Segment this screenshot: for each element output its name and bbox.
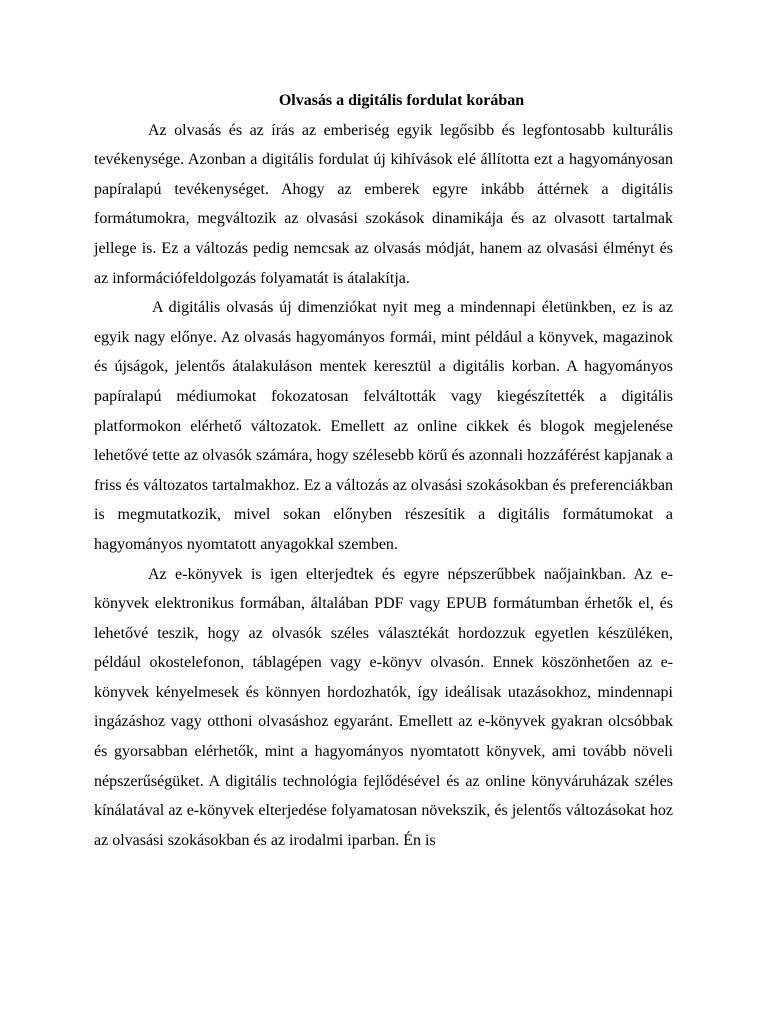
document-body <box>94 86 673 855</box>
paragraph-3: Az e-könyvek is igen elterjedtek és egyre népszerűbbek naőjainkban. Az e-könyvek elektronikus formában, általában PDF vagy EPUB formátumban érhetők el, és lehetővé teszik, hogy az olvasók széles választékát hordozzuk egyetlen készüléken, például okostelefonon, táblagépen vagy e-könyv olvasón. Ennek köszönhetően az e-könyvek kényelmesek és könnyen hordozhatók, így ideálisak utazásokhoz, mindennapi ingázáshoz vagy otthoni olvasáshoz egyaránt. Emellett az e-könyvek gyakran olcsóbbak és gyorsabban elérhetők, mint a hagyományos nyomtatott könyvek, ami tovább növeli népszerűségüket. A digitális technológia fejlődésével és az online könyváruházak széles kínálatával az e-könyvek elterjedése folyamatosan növekszik, és jelentős változásokat hoz az olvasási szokásokban és az irodalmi iparban. Én is <box>94 565 673 849</box>
paragraph-1: Az olvasás és az írás az emberiség egyik legősibb és legfontosabb kulturális tevékenysége. Azonban a digitális fordulat új kihívások elé állította ezt a hagyományosan papíralapú tevékenységet. Ahogy az emberek egyre inkább áttérnek a digitális formátumokra, megváltozik az olvasási szokások dinamikája és az olvasott tartalmak jellege is. Ez a változás pedig nemcsak az olvasás módját, hanem az olvasási élményt és az információfeldolgozás folyamatát is átalakítja. <box>94 121 673 287</box>
paragraph-2: A digitális olvasás új dimenziókat nyit meg a mindennapi életünkben, ez is az egyik nagy előnye. Az olvasás hagyományos formái, mint például a könyvek, magazinok és újságok, jelentős átalakuláson mentek keresztül a digitális korban. A hagyományos papíralapú médiumokat fokozatosan felváltották vagy kiegészítették a digitális platformokon elérhető változatok. Emellett az online cikkek és blogok megjelenése lehetővé tette az olvasók számára, hogy szélesebb körű és azonnali hozzáférést kapjanak a friss és változatos tartalmakhoz. Ez a változás az olvasási szokásokban és preferenciákban is megmutatkozik, mivel sokan előnyben részesítik a digitális formátumokat a hagyományos nyomtatott anyagokkal szemben. <box>94 299 673 553</box>
document-title: Olvasás a digitális fordulat korában <box>278 92 525 109</box>
